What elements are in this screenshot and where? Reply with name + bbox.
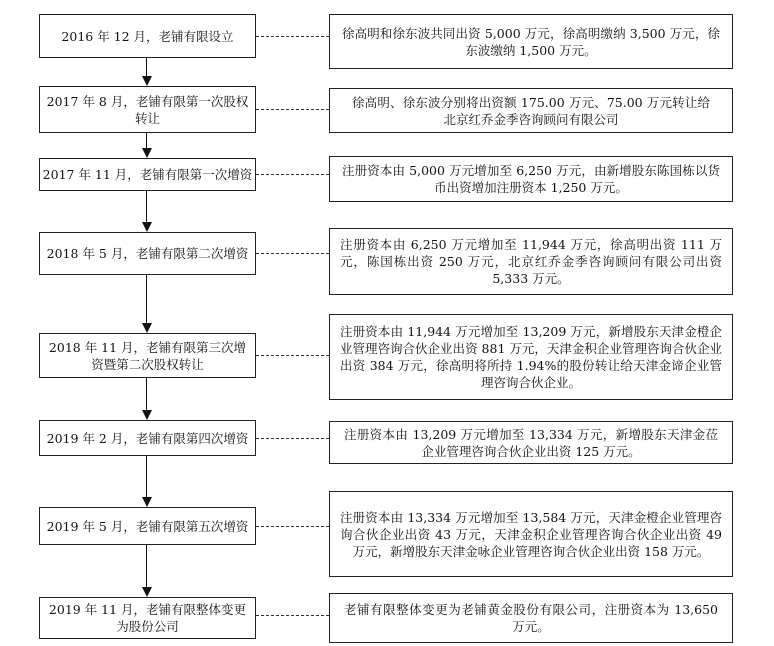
description-text: 徐高明、徐东波分别将出资额 175.00 万元、75.00 万元转让给北京红乔金季咨询顾问有限公司: [352, 94, 710, 127]
connector-dash: [256, 174, 329, 175]
flow-arrow-line: [146, 545, 147, 587]
flow-arrow-line: [146, 133, 147, 149]
flow-arrow-line: [146, 275, 147, 323]
event-label: 2019 年 5 月，老铺有限第五次增资: [46, 518, 249, 534]
event-box-4: [39, 232, 256, 275]
event-box-2: [39, 86, 256, 133]
connector-dash: [256, 526, 329, 527]
event-box-5: [39, 333, 256, 378]
description-box-4: [329, 228, 733, 295]
description-text: 徐高明和徐东波共同出资 5,000 万元，徐高明缴纳 3,500 万元，徐东波缴纳 1,500 万元。: [342, 25, 720, 58]
flow-arrow-line: [146, 456, 147, 497]
flow-arrowhead: [142, 76, 152, 86]
description-text: 注册资本由 5,000 万元增加至 6,250 万元，由新增股东陈国栋以货币出资增加注册资本 1,250 万元。: [342, 163, 720, 195]
event-box-8: [39, 597, 256, 639]
description-text: 注册资本由 13,209 万元增加至 13,334 万元，新增股东天津金莅企业管理咨询合伙企业出资 125 万元。: [344, 426, 718, 459]
flow-arrowhead: [142, 497, 152, 507]
description-box-6: [329, 421, 733, 464]
description-box-8: [329, 593, 733, 643]
description-text: 老铺有限整体变更为老铺黄金股份有限公司，注册资本为 13,650 万元。: [344, 602, 718, 634]
event-label: 2018 年 5 月，老铺有限第二次增资: [46, 246, 249, 261]
flow-arrowhead: [142, 410, 152, 420]
flow-arrow-line: [146, 378, 147, 410]
description-text: 注册资本由 6,250 万元增加至 11,944 万元，徐高明出资 111 万元，陈国栋出资 250 万元，北京红乔金季咨询顾问有限公司出资 5,333 万元。: [340, 237, 722, 286]
flow-arrowhead: [142, 148, 152, 158]
flow-arrow-line: [146, 191, 147, 222]
description-box-1: [329, 14, 733, 69]
event-label: 2018 年 11 月，老铺有限第三次增资暨第二次股权转让: [48, 339, 247, 372]
event-label: 2019 年 11 月，老铺有限整体变更为股份公司: [48, 602, 247, 634]
connector-dash: [256, 36, 329, 37]
event-label: 2016 年 12 月，老铺有限设立: [61, 28, 234, 44]
description-text: 注册资本由 11,944 万元增加至 13,209 万元，新增股东天津金橙企业管理咨询合伙企业出资 881 万元，天津金积企业管理咨询合伙企业出资 384 万元，徐高明将所持 1.94%的股份转让给天津金谛企业管理咨询合伙企业。: [340, 324, 722, 390]
connector-dash: [256, 615, 329, 616]
description-box-5: [329, 314, 733, 400]
description-box-2: [329, 88, 733, 133]
flow-arrow-line: [146, 58, 147, 77]
description-box-3: [329, 156, 733, 202]
event-label: 2019 年 2 月，老铺有限第四次增资: [46, 430, 249, 446]
event-box-3: [39, 158, 256, 191]
description-text: 注册资本由 13,334 万元增加至 13,584 万元，天津金橙企业管理咨询合伙企业出资 43 万元，天津金积企业管理咨询合伙企业出资 49 万元，新增股东天津金咏企业管理咨询合伙企业出资 158 万元。: [340, 509, 722, 559]
connector-dash: [256, 253, 329, 254]
connector-dash: [256, 438, 329, 439]
connector-dash: [256, 109, 329, 110]
flow-arrowhead: [142, 222, 152, 232]
event-label: 2017 年 11 月，老铺有限第一次增资: [42, 167, 253, 182]
event-box-6: [39, 420, 256, 456]
connector-dash: [256, 355, 329, 356]
event-box-1: [39, 14, 256, 58]
flow-arrowhead: [142, 323, 152, 333]
description-box-7: [329, 491, 733, 577]
flow-arrowhead: [142, 587, 152, 597]
event-box-7: [39, 507, 256, 545]
event-label: 2017 年 8 月，老铺有限第一次股权转让: [46, 93, 249, 126]
